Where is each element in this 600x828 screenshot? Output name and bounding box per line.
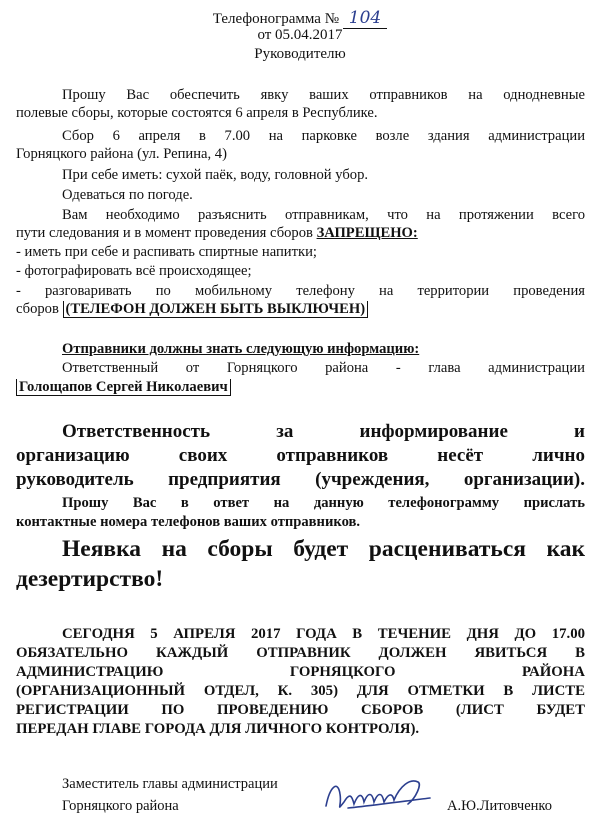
caps-notice-line: ОБЯЗАТЕЛЬНО КАЖДЫЙ ОТПРАВНИК ДОЛЖЕН ЯВИТЬСЯ В — [16, 645, 585, 661]
warning-line: Неявка на сборы будет расцениваться как — [62, 536, 585, 562]
paragraph-line: Одеваться по погоде. — [62, 187, 193, 203]
list-item — [16, 300, 368, 318]
handwritten-signature — [318, 772, 438, 822]
responsibility-line: организацию своих отправников несёт лично — [16, 445, 585, 466]
prohibited-label: ЗАПРЕЩЕНО: — [316, 225, 418, 241]
signatory-name: А.Ю.Литовченко — [447, 798, 552, 814]
document-title — [0, 8, 600, 28]
caps-notice-line: (ОРГАНИЗАЦИОННЫЙ ОТДЕЛ, К. 305) ДЛЯ ОТМЕТКИ В ЛИСТЕ — [16, 683, 585, 699]
document-date: от 05.04.2017 — [257, 27, 343, 43]
paragraph-line: Прошу Вас обеспечить явку ваших отправников на однодневные — [62, 87, 585, 103]
caps-notice-line: РЕГИСТРАЦИИ ПО ПРОВЕДЕНИЮ СБОРОВ (ЛИСТ БУДЕТ — [16, 702, 585, 718]
list-item: - иметь при себе и распивать спиртные напитки; — [16, 244, 317, 260]
caps-notice-line: ПЕРЕДАН ГЛАВЕ ГОРОДА ДЛЯ ЛИЧНОГО КОНТРОЛЯ). — [16, 721, 420, 737]
text-run: сборов — [16, 301, 63, 317]
paragraph-line: При себе иметь: сухой паёк, воду, головной убор. — [62, 167, 369, 183]
signatory-position: Заместитель главы администрации — [62, 776, 278, 792]
paragraph-line: Вам необходимо разъяснить отправникам, что на протяжении всего — [62, 207, 585, 223]
responsible-name: Голощапов Сергей Николаевич — [16, 378, 231, 396]
paragraph-line — [16, 224, 418, 242]
phone-off-notice: (ТЕЛЕФОН ДОЛЖЕН БЫТЬ ВЫКЛЮЧЕН) — [63, 301, 369, 318]
signatory-position: Горняцкого района — [62, 798, 179, 814]
caps-notice-line: СЕГОДНЯ 5 АПРЕЛЯ 2017 ГОДА В ТЕЧЕНИЕ ДНЯ ДО 17.00 — [62, 626, 585, 642]
paragraph-line: Сбор 6 апреля в 7.00 на парковке возле здания администрации — [62, 128, 585, 144]
paragraph-line: Горняцкого района (ул. Репина, 4) — [16, 146, 227, 162]
info-heading: Отправники должны знать следующую информацию: — [62, 341, 420, 357]
responsibility-line: Ответственность за информирование и — [62, 421, 585, 442]
handwritten-number: 104 — [343, 8, 387, 29]
addressee: Руководителю — [254, 46, 346, 62]
title-prefix: Телефонограмма № — [212, 11, 340, 27]
paragraph-line: Ответственный от Горняцкого района - глава администрации — [62, 360, 585, 376]
caps-notice-line: АДМИНИСТРАЦИЮ ГОРНЯЦКОГО РАЙОНА — [16, 664, 585, 680]
request-line: контактные номера телефонов ваших отправников. — [16, 514, 361, 530]
request-line: Прошу Вас в ответ на данную телефонограмму прислать — [62, 495, 585, 511]
text-run: пути следования и в момент проведения сборов — [16, 225, 317, 241]
responsibility-line: руководитель предприятия (учреждения, организации). — [16, 469, 585, 490]
warning-line: дезертирство! — [16, 566, 164, 592]
paragraph-line: полевые сборы, которые состоятся 6 апреля в Республике. — [16, 105, 378, 121]
list-item: - разговаривать по мобильному телефону на территории проведения — [16, 283, 585, 299]
list-item: - фотографировать всё происходящее; — [16, 263, 252, 279]
